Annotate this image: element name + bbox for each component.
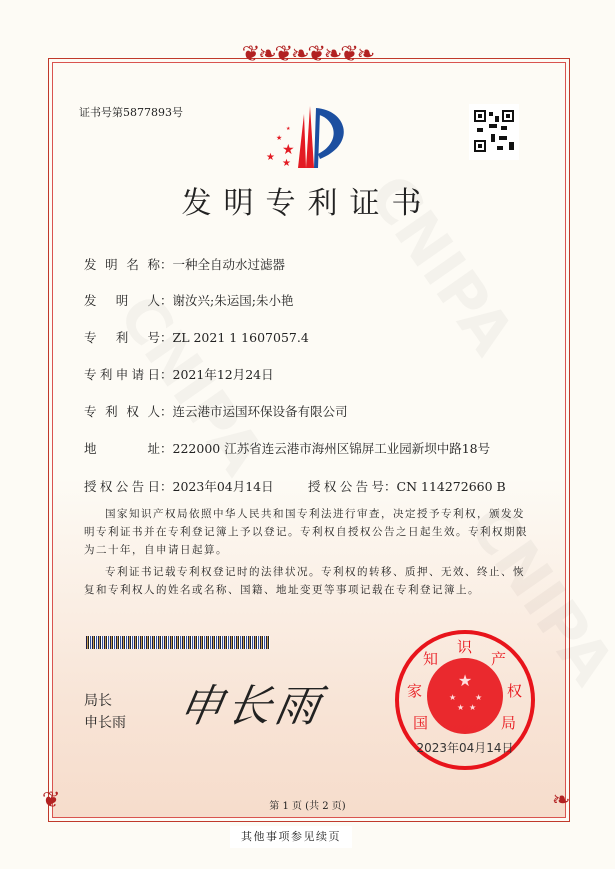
field-grant-number: 授权公告号：CN 114272660 B bbox=[308, 479, 506, 494]
svg-text:★: ★ bbox=[282, 142, 295, 158]
seal-date: 2023年04月14日 bbox=[416, 741, 514, 755]
signature: 申长雨 bbox=[174, 681, 328, 732]
field-value: 2023年04月14日 bbox=[172, 479, 274, 494]
field-label: 发明名称 bbox=[84, 257, 160, 272]
field-value: CN 114272660 B bbox=[396, 479, 506, 494]
field-value: 2021年12月24日 bbox=[172, 367, 274, 382]
field-label: 授权公告日 bbox=[84, 479, 160, 494]
signatory-name: 申长雨 bbox=[84, 715, 126, 731]
svg-text:★: ★ bbox=[457, 671, 473, 690]
qr-code bbox=[469, 104, 519, 160]
field-inventors: 发明人：谢汝兴;朱运国;朱小艳 bbox=[84, 293, 294, 308]
field-value: ZL 2021 1 1607057.4 bbox=[172, 330, 309, 345]
svg-text:产: 产 bbox=[491, 650, 507, 668]
barcode bbox=[86, 636, 270, 649]
field-value: 谢汝兴;朱运国;朱小艳 bbox=[172, 293, 294, 308]
svg-text:★: ★ bbox=[276, 134, 283, 142]
corner-ornament-right: ❧ bbox=[552, 788, 571, 813]
field-invention-name: 发明名称：一种全自动水过滤器 bbox=[84, 257, 286, 272]
certificate-number: 证书号第5877893号 bbox=[79, 106, 183, 119]
svg-text:★: ★ bbox=[449, 693, 457, 702]
page-title: 发明专利证书 bbox=[181, 186, 434, 221]
certificate-statement bbox=[84, 505, 532, 603]
field-grant-date: 授权公告日：2023年04月14日 bbox=[84, 479, 274, 494]
statement-paragraph: 专利证书记载专利权登记时的法律状况。专利权的转移、质押、无效、终止、恢复和专利权人的姓名或名称、国籍、地址变更等事项记载在专利登记簿上。 bbox=[84, 566, 525, 596]
field-label: 发明人 bbox=[84, 293, 160, 308]
svg-text:★: ★ bbox=[286, 126, 291, 132]
continued-note: 其他事项参见续页 bbox=[230, 826, 352, 848]
field-label: 专利申请日 bbox=[84, 367, 160, 382]
svg-text:★: ★ bbox=[457, 703, 465, 712]
svg-text:★: ★ bbox=[475, 693, 483, 702]
svg-text:局: 局 bbox=[501, 714, 517, 732]
svg-text:识: 识 bbox=[457, 638, 473, 656]
field-address: 地址：222000 江苏省连云港市海州区锦屏工业园新坝中路18号 bbox=[84, 441, 491, 456]
statement-paragraph: 国家知识产权局依照中华人民共和国专利法进行审查，决定授予专利权，颁发发明专利证书并在专利登记簿上予以登记。专利权自授权公告之日起生效。专利权期限为二十年，自申请日起算。 bbox=[84, 508, 528, 556]
svg-text:★: ★ bbox=[266, 152, 275, 163]
corner-ornament-left: ❦ bbox=[42, 788, 61, 813]
top-ornament: ❦❧❦❧❦❧❦❧ bbox=[241, 42, 374, 67]
svg-text:★: ★ bbox=[469, 703, 477, 712]
field-application-date: 专利申请日：2021年12月24日 bbox=[84, 367, 274, 382]
field-label: 专利权人 bbox=[84, 404, 160, 419]
field-value: 一种全自动水过滤器 bbox=[172, 257, 286, 272]
field-label: 地址 bbox=[84, 441, 160, 456]
field-label: 授权公告号 bbox=[308, 479, 384, 494]
svg-text:权: 权 bbox=[507, 682, 523, 700]
svg-text:国: 国 bbox=[413, 714, 429, 732]
field-value: 连云港市运国环保设备有限公司 bbox=[172, 404, 348, 419]
svg-text:家: 家 bbox=[407, 682, 423, 700]
field-value: 222000 江苏省连云港市海州区锦屏工业园新坝中路18号 bbox=[172, 441, 491, 456]
field-patentee: 专利权人：连云港市运国环保设备有限公司 bbox=[84, 404, 348, 419]
signatory-title: 局长 bbox=[84, 693, 112, 709]
field-label: 专利号 bbox=[84, 330, 160, 345]
svg-text:知: 知 bbox=[423, 650, 439, 668]
svg-text:★: ★ bbox=[282, 158, 291, 169]
cnipa-logo bbox=[262, 104, 356, 172]
field-patent-number: 专利号：ZL 2021 1 1607057.4 bbox=[84, 330, 309, 345]
page-number: 第 1 页 (共 2 页) bbox=[269, 801, 346, 812]
